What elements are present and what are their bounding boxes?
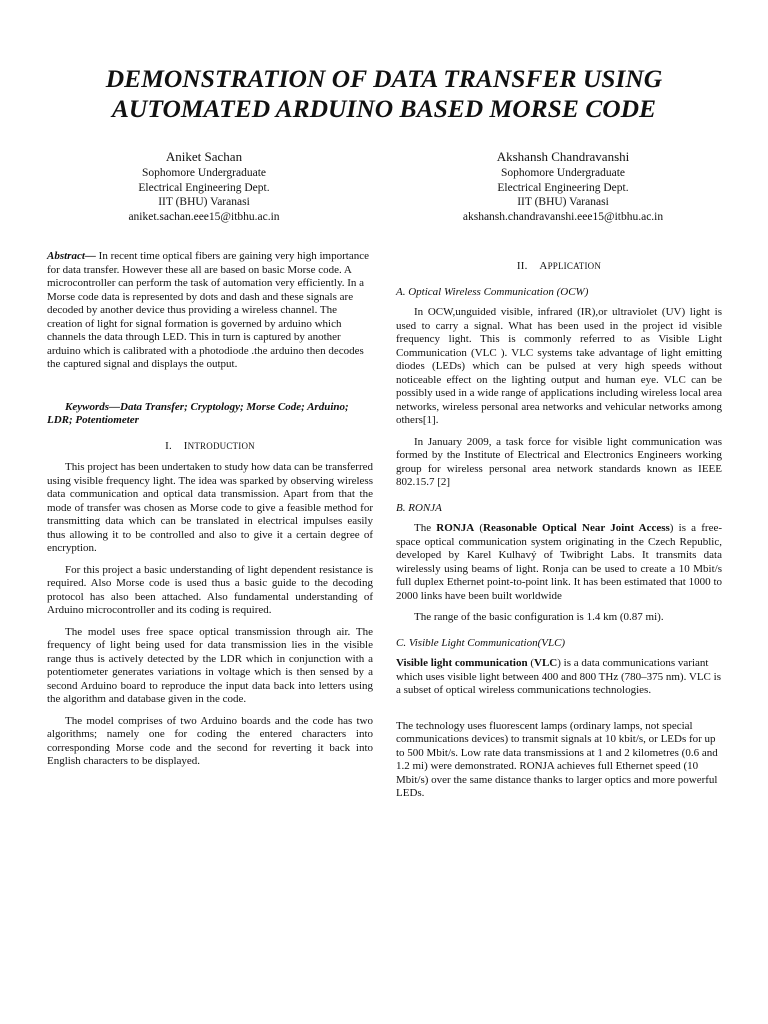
author-name: Aniket Sachan — [165, 149, 243, 164]
right-column — [396, 250, 722, 809]
intro-paragraph: The model uses free space optical transmission through air. The frequency of light being used for data transmission lies in the visible range thus is actively detected by the LDR which in conjunction with a potentiometer generates variations in voltage which is then sensed by a second Arduino board to reproduce the input data back into letters using the algorithm and database given in the code. — [47, 625, 373, 705]
left-column — [47, 250, 373, 777]
subsection-heading-ronja: B. RONJA — [396, 501, 442, 514]
ocw-paragraph: In OCW,unguided visible, infrared (IR),or ultraviolet (UV) light is used to carry a signal. What has been used in the project id visible frequency light. This is commonly referred to as Visible Light Communication (VLC ). VLC systems take advantage of light emitting diodes (LEDs) which can be pulsed at very high speeds without noticeable effect on the lighting output and human eye. VLC can be possibly used in a wide range of applications including wireless local area networks, wireless personal area networks and vehicular networks among others[1]. — [396, 306, 722, 426]
author-block-1 — [54, 148, 354, 224]
intro-paragraph: The model comprises of two Arduino boards and the code has two algorithms; namely one for coding the entered characters into corresponding Morse code and the second for reverting it back into English characters to be displayed. — [47, 714, 373, 767]
subsection-heading-vlc: C. Visible Light Communication(VLC) — [396, 636, 566, 649]
subsection-heading-ocw: A. Optical Wireless Communication (OCW) — [396, 285, 589, 298]
title-line-2: AUTOMATED ARDUINO BASED MORSE CODE — [111, 94, 657, 123]
intro-paragraph: This project has been undertaken to study how data can be transferred using visible frequency light. The idea was sparked by observing wireless data communication and optical data transmission. Apart from that the mode of transfer was chosen as Morse code to give a feasible method for transmitting data which can be translated in electrical impulses easily thus allowing it to be controlled and also to give it a certain degree of encryption. — [47, 461, 373, 554]
keywords: Keywords—Data Transfer; Cryptology; Morse Code; Arduino; LDR; Potentiometer — [47, 400, 349, 426]
title-line-1: DEMONSTRATION OF DATA TRANSFER USING — [105, 64, 663, 93]
vlc-technology-paragraph: The technology uses fluorescent lamps (ordinary lamps, not special communications devices) to transmit signals at 10 kbit/s, or LEDs for up to 500 Mbit/s. Low rate data transmissions at 1 and 2 kilometres (0.6 and 1.2 mi) were demonstrated. RONJA achieves full Ethernet speed (10 Mbit/s) over the same distance thanks to larger optics and more powerful LEDs. — [396, 719, 718, 799]
intro-paragraph: For this project a basic understanding of light dependent resistance is required. Also Morse code is used thus a basic guide to the decoding protocol has also been attached. Also fundamental understanding of Arduino microcontroller and its coding is required. — [47, 563, 373, 616]
vlc-paragraph: Visible light communication (VLC) is a data communications variant which uses visible light between 400 and 800 THz (780–375 nm). VLC is a subset of optical wireless communications technologies. — [396, 657, 721, 696]
abstract-text: In recent time optical fibers are gaining very high importance for data transfer. However these all are based on basic Morse code. A microcontroller can perform the task of automation very efficiently. In a Morse code data is represented by dots and dash and these signals are decoded by another device thus providing a wireless channel. The creation of light for signal formation is governed by arduino which channels the data through LED. This in turn is captured by another arduino which is calibrated with a photodiode .the arduino then decodes the captured signal and displays the output. — [47, 250, 369, 370]
author-position: Sophomore Undergraduate — [141, 167, 267, 179]
author-email: aniket.sachan.eee15@itbhu.ac.in — [128, 210, 280, 223]
ocw-paragraph: In January 2009, a task force for visible light communication was formed by the Institute of Electrical and Electronics Engineers working group for wireless personal area network standards known as IEEE 802.15.7 [2] — [396, 435, 722, 488]
section-heading-application: II. APPLICATION — [516, 260, 602, 272]
paper-title — [40, 64, 728, 124]
author-institute: IIT (BHU) Varanasi — [158, 196, 250, 208]
author-name: Akshansh Chandravanshi — [496, 149, 630, 164]
author-dept: Electrical Engineering Dept. — [138, 181, 270, 194]
author-institute: IIT (BHU) Varanasi — [517, 196, 609, 208]
author-dept: Electrical Engineering Dept. — [497, 181, 629, 194]
author-position: Sophomore Undergraduate — [500, 167, 626, 179]
author-email: akshansh.chandravanshi.eee15@itbhu.ac.in — [462, 210, 664, 223]
ronja-range-paragraph: The range of the basic configuration is 1.4 km (0.87 mi). — [414, 611, 664, 623]
abstract — [47, 250, 373, 372]
author-block-2 — [413, 148, 713, 224]
abstract-label: Abstract— — [47, 250, 96, 262]
ronja-paragraph: The RONJA (Reasonable Optical Near Joint Access) is a free-space optical communication system originating in the Czech Republic, developed by Karel Kulhavý of Twibright Labs. It transmits data wirelessly using beams of light. Ronja can be used to create a 10 Mbit/s full duplex Ethernet point-to-point link. It has been estimated that 1000 to 2000 links have been built worldwide — [396, 522, 722, 602]
section-heading-introduction: I. INTRODUCTION — [165, 439, 255, 452]
